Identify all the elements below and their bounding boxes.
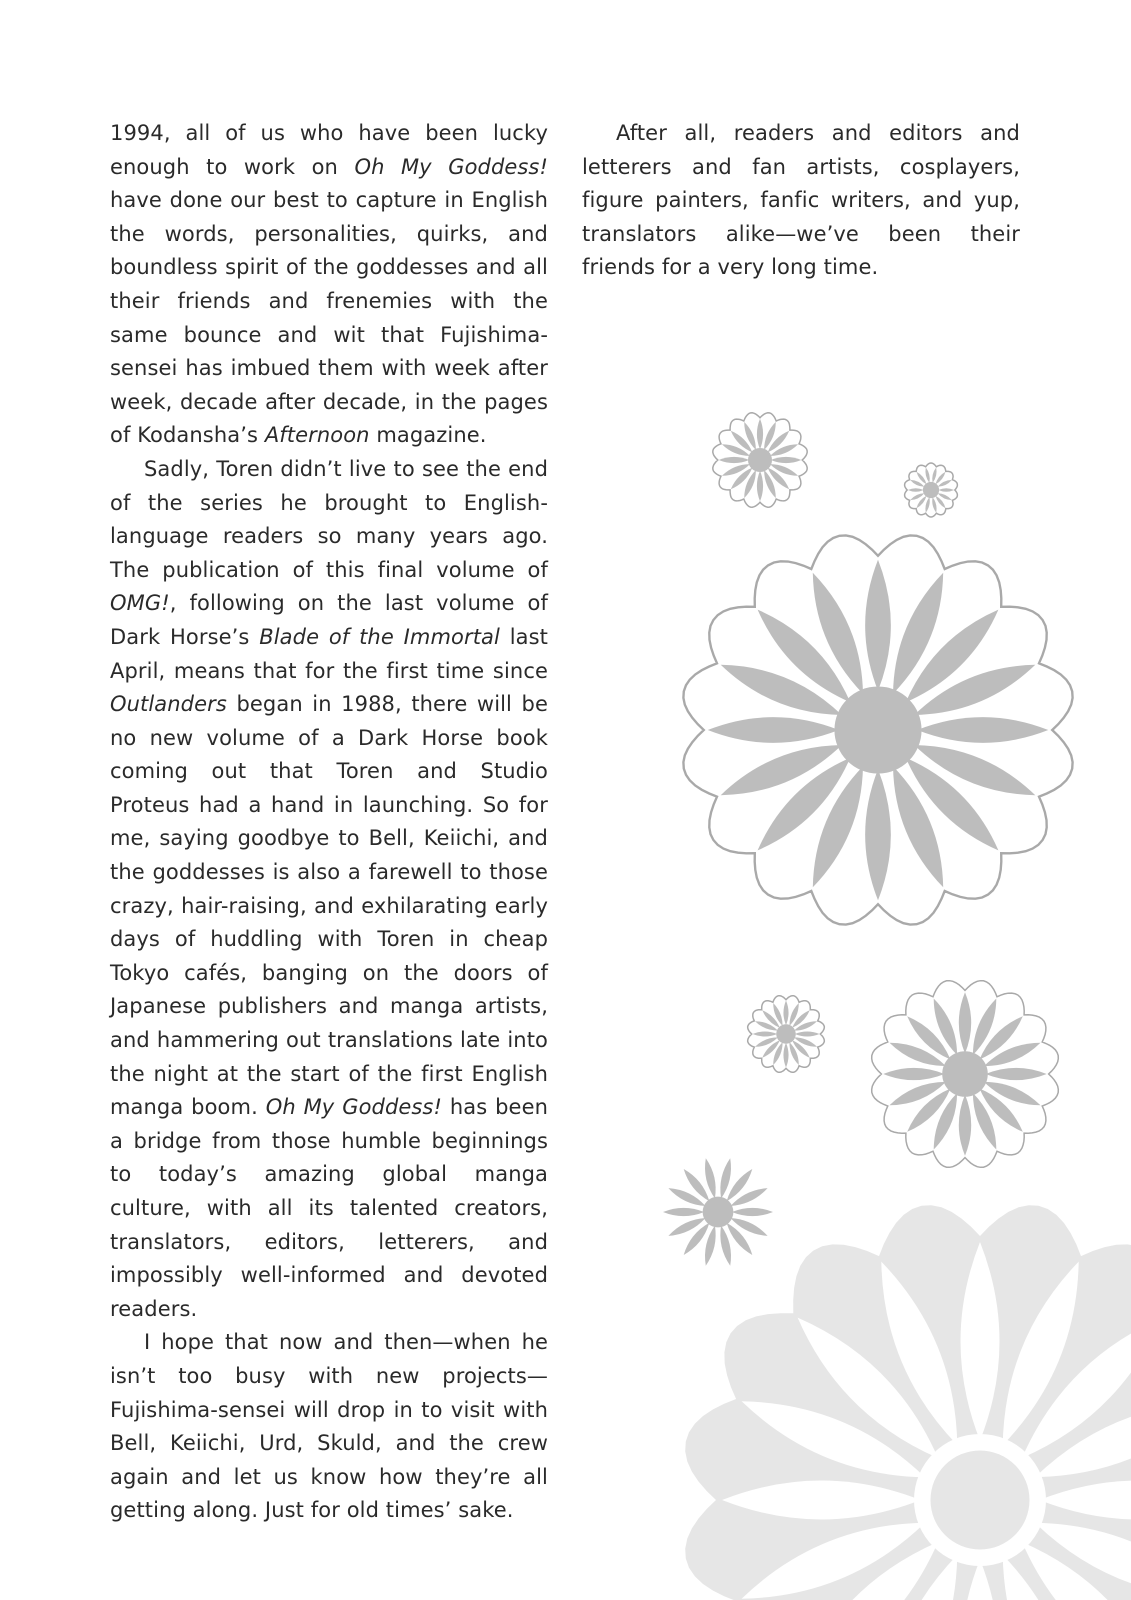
small-chrysanthemum-icon — [713, 413, 807, 507]
paragraph: After all, readers and editors and letterers and fan artists, cosplayers, figure painters, fanfic writers, and yup, translators alike—we’ve been their friends for a very long time. — [582, 121, 1020, 280]
medium-chrysanthemum-icon — [663, 1158, 773, 1265]
italic-title: Outlanders — [110, 692, 227, 717]
large-chrysanthemum-icon — [683, 535, 1072, 924]
italic-title: Oh My Goddess! — [354, 154, 548, 179]
paragraph: Sadly, Toren didn’t live to see the end of the series he brought to English-language readers so many years ago. The publication of this final volume of OMG!, following on the last volume of Dark Horse’s Blade of the Immortal last April, means that for the first time since Outlanders began in 1988, there will be no new volume of a Dark Horse book coming out that Toren and Studio Proteus had a hand in launching. So for me, saying goodbye to Bell, Keiichi, and the goddesses is also a farewell to those crazy, hair-raising, and exhilarating early days of huddling with Toren in cheap Tokyo cafés, banging on the doors of Japanese publishers and manga artists, and hammering out translations late into the night at the start of the first English manga boom. Oh My Goddess! has been a bridge from those humble beginnings to today’s amazing global manga culture, with all its talented creators, translators, editors, letterers, and impossibly well-informed and devoted readers. — [110, 456, 549, 1321]
paragraph: 1994, all of us who have been lucky enough to work on Oh My Goddess! have done our best to capture in English the words, personalities, quirks, and boundless spirit of the goddesses and all their friends and frenemies with the same bounce and wit that Fujishima-sensei has imbued them with week after week, decade after decade, in the pages of Kodansha’s Afternoon magazine. — [110, 121, 548, 448]
text-column-right — [582, 117, 1020, 285]
large-faint-flower-icon — [685, 1205, 1131, 1600]
italic-title: OMG! — [110, 591, 170, 616]
medium-chrysanthemum-icon — [872, 981, 1059, 1168]
italic-title: Oh My Goddess! — [265, 1095, 442, 1120]
paragraph: I hope that now and then—when he isn’t too busy with new projects—Fujishima-sensei will drop in to visit with Bell, Keiichi, Urd, Skuld, and the crew again and let us know how they’re all getting along. Just for old times’ sake. — [110, 1330, 548, 1523]
italic-title: Blade of the Immortal — [259, 624, 500, 649]
small-chrysanthemum-icon — [905, 463, 958, 517]
small-chrysanthemum-icon — [748, 996, 825, 1073]
italic-title: Afternoon — [264, 423, 370, 448]
text-column-left — [110, 117, 548, 1528]
